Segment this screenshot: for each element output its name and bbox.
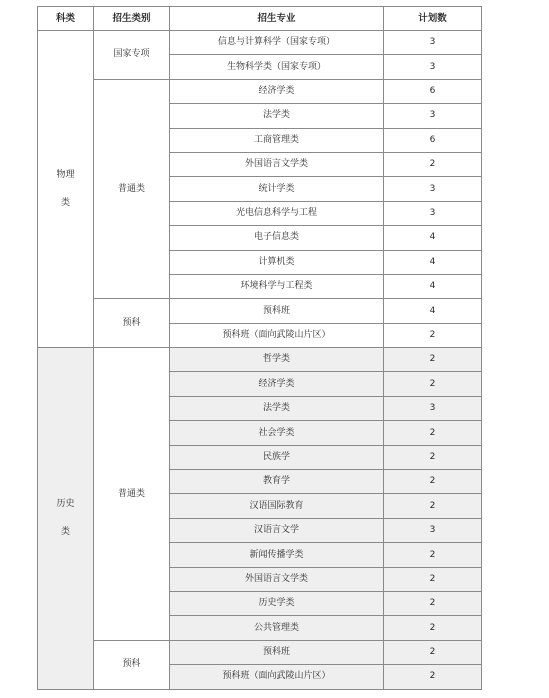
plan-count-cell: 2 (384, 470, 482, 494)
plan-count-cell: 2 (384, 445, 482, 469)
major-cell: 电子信息类 (170, 226, 384, 250)
plan-count-cell: 2 (384, 567, 482, 591)
table-row (38, 299, 482, 323)
plan-count-cell: 2 (384, 640, 482, 664)
major-cell: 计算机类 (170, 250, 384, 274)
table-row (38, 348, 482, 372)
plan-count-cell: 4 (384, 226, 482, 250)
major-cell: 外国语言文学类 (170, 152, 384, 176)
plan-count-cell: 4 (384, 299, 482, 323)
plan-count-cell: 6 (384, 128, 482, 152)
plan-count-cell: 4 (384, 274, 482, 298)
major-cell: 工商管理类 (170, 128, 384, 152)
plan-count-cell: 2 (384, 543, 482, 567)
plan-count-cell: 2 (384, 152, 482, 176)
major-cell: 公共管理类 (170, 616, 384, 640)
header-category: 招生类别 (94, 7, 170, 31)
major-cell: 法学类 (170, 104, 384, 128)
plan-count-cell: 2 (384, 348, 482, 372)
major-cell: 经济学类 (170, 79, 384, 103)
major-cell: 预科班 (170, 299, 384, 323)
header-plan-count: 计划数 (384, 7, 482, 31)
major-cell: 预科班 (170, 640, 384, 664)
header-subject: 科类 (38, 7, 94, 31)
plan-count-cell: 3 (384, 104, 482, 128)
category-cell: 国家专项 (94, 31, 170, 80)
major-cell: 经济学类 (170, 372, 384, 396)
enrollment-quota-table (37, 6, 482, 690)
plan-count-cell: 2 (384, 665, 482, 689)
major-cell: 哲学类 (170, 348, 384, 372)
plan-count-cell: 3 (384, 396, 482, 420)
plan-count-cell: 3 (384, 55, 482, 79)
table-header-row (38, 7, 482, 31)
plan-count-cell: 2 (384, 494, 482, 518)
plan-count-cell: 2 (384, 591, 482, 615)
major-cell: 汉语言文学 (170, 518, 384, 542)
major-cell: 光电信息科学与工程 (170, 201, 384, 225)
major-cell: 历史学类 (170, 591, 384, 615)
plan-count-cell: 2 (384, 616, 482, 640)
major-cell: 预科班（面向武陵山片区） (170, 665, 384, 689)
major-cell: 外国语言文学类 (170, 567, 384, 591)
header-major: 招生专业 (170, 7, 384, 31)
plan-count-cell: 3 (384, 201, 482, 225)
category-cell: 预科 (94, 640, 170, 689)
table-body (38, 31, 482, 690)
category-cell: 普通类 (94, 348, 170, 641)
plan-count-cell: 2 (384, 323, 482, 347)
category-cell: 预科 (94, 299, 170, 348)
plan-count-cell: 4 (384, 250, 482, 274)
subject-cell (38, 348, 94, 689)
major-cell: 法学类 (170, 396, 384, 420)
plan-count-cell: 6 (384, 79, 482, 103)
major-cell: 环境科学与工程类 (170, 274, 384, 298)
major-cell: 社会学类 (170, 421, 384, 445)
plan-count-cell: 3 (384, 518, 482, 542)
major-cell: 信息与计算科学（国家专项） (170, 31, 384, 55)
major-cell: 统计学类 (170, 177, 384, 201)
major-cell: 汉语国际教育 (170, 494, 384, 518)
table-row (38, 31, 482, 55)
major-cell: 预科班（面向武陵山片区） (170, 323, 384, 347)
subject-label: 历史类 (56, 499, 75, 538)
subject-cell (38, 31, 94, 348)
table-row (38, 640, 482, 664)
major-cell: 生物科学类（国家专项） (170, 55, 384, 79)
plan-count-cell: 2 (384, 372, 482, 396)
table-row (38, 79, 482, 103)
plan-count-cell: 3 (384, 177, 482, 201)
subject-label: 物理类 (56, 170, 75, 209)
plan-count-cell: 2 (384, 421, 482, 445)
category-cell: 普通类 (94, 79, 170, 299)
major-cell: 新闻传播学类 (170, 543, 384, 567)
major-cell: 民族学 (170, 445, 384, 469)
major-cell: 教育学 (170, 470, 384, 494)
plan-count-cell: 3 (384, 31, 482, 55)
